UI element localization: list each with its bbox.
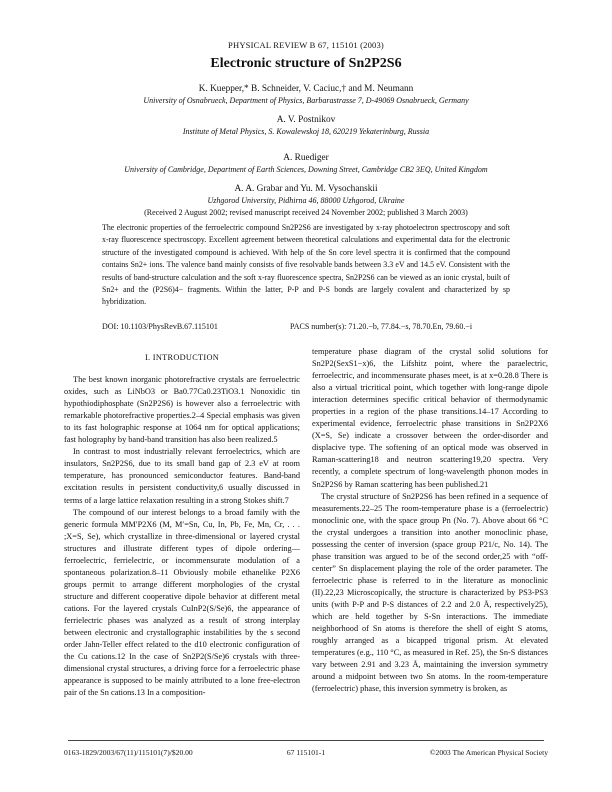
author-line-4: A. A. Grabar and Yu. M. Vysochanskii xyxy=(234,184,378,194)
paragraph: The crystal structure of Sn2P2S6 has been refined in a sequence of measurements.22–25 The room-temperature phase is a (ferroelectric) monoclinic one, with the space group Pn (No. 7). Above about 66 °C the crystal undergoes a transition into another monoclinic phase, possessing the center of inversion (space group P21/c, No. 14). The phase transition was argued to be of the second order,25 with “off-center” Sn displacement playing the role of the order parameter. The ferroelectric phase is referred to in the literature as monoclinic (II).22,23 Microscopically, the structure is characterized by PS3-PS3 units (with P-P and P-S distances of 2.2 and 2.0 Å, respectively25), which are held together by S-Sn interactions. The immediate neighborhood of Sn atoms is therefore the shell of eight S atoms, roughly arranged as a bicapped trigonal prism. At elevated temperatures (e.g., 110 °C, as measured in Ref. 25), the Sn-S distances vary between 2.91 and 3.23 Å, maintaining the inversion symmetry around a midpoint between two Sn atoms. In the room-temperature (ferroelectric) phase, this inversion symmetry is broken, as xyxy=(312,491,548,694)
right-column xyxy=(312,346,548,695)
footer-rule xyxy=(68,740,544,741)
affiliation-1: University of Osnabrueck, Department of Physics, Barbarastrasse 7, D-49069 Osnabrueck, Germany xyxy=(143,96,469,105)
affiliation-2: Institute of Metal Physics, S. Kowalewskoj 18, 620219 Yekaterinburg, Russia xyxy=(182,127,430,136)
paragraph: temperature phase diagram of the crystal solid solutions for Sn2P2(SexS1−x)6, the Lifshitz point, where the paraelectric, ferroelectric, and incommensurate phases meet, is at x=0.28.8 There is also a virtual tricritical point, which together with long-range dipole interaction determines specific critical behavior of thermodynamic properties in a region of the phase transitions.14–17 According to experimental evidence, ferroelectric phase transitions in Sn2P2X6 (X=S, Se) indicate a crossover between the order-disorder and displacive type. The softening of an optical mode was observed in Raman-scattering18 and neutron scattering19,20 spectra. Very recently, a complete spectrum of long-wavelength phonon modes in Sn2P2S6 by Raman scattering has been published.21 xyxy=(312,347,548,489)
affiliation-4: Uzhgorod University, Pidhirna 46, 88000 Uzhgorod, Ukraine xyxy=(207,196,405,205)
received-dates: (Received 2 August 2002; revised manuscript received 24 November 2002; published 3 March 2003) xyxy=(144,208,468,217)
paragraph: In contrast to most industrially relevant ferroelectrics, which are insulators, Sn2P2S6, due to its small band gap of 2.3 eV at room temperature, has pronounced semiconductor features. Band-band excitation results in persistent conductivity,6 usually discussed in terms of a large lattice relaxation resulting in a strong Stokes shift.7 xyxy=(64,447,300,505)
doi-link[interactable]: DOI: 10.1103/PhysRevB.67.115101 xyxy=(102,322,218,331)
footer-issn: 0163-1829/2003/67(11)/115101(7)/$20.00 xyxy=(64,748,193,757)
affiliation-3: University of Cambridge, Department of Earth Sciences, Downing Street, Cambridge CB2 3EQ, United Kingdom xyxy=(124,165,488,174)
left-column xyxy=(64,346,300,699)
pacs-numbers: PACS number(s): 71.20.−b, 77.84.−s, 78.70.En, 79.60.−i xyxy=(290,322,473,331)
abstract: The electronic properties of the ferroelectric compound Sn2P2S6 are investigated by x-ray photoelectron spectroscopy and soft x-ray fluorescence spectroscopy. Excellent agreement between theoretical calculations and experimental data for the electronic structure of the investigated compound is achieved. With help of the Sn core level spectra it is confirmed that the compound contains Sn2+ ions. The valence band mainly consists of five resolvable bands between 3.3 eV and 14.5 eV. Consistent with the results of band-structure calculation and the soft x-ray fluorescence spectra, Sn2P2S6 can be viewed as an ionic crystal, built of Sn2+ and the (P2S6)4− fragments. Within the latter, P-P and P-S bonds are largely covalent and characterized by sp hybridization. xyxy=(102,223,510,307)
paragraph: The compound of our interest belongs to a broad family with the generic formula MM′P2X6 (M, M′=Sn, Cu, In, Pb, Fe, Mn, Cr, . . . ;X=S, Se), which crystallize in three-dimensional or layered crystal structures and illustrate different types of dipole ordering—ferroelectric, ferrielectric, or incommensurate modulation of a spontaneous polarization.8–11 Obviously mobile ethanelike P2X6 groups permit to arrange different morphologies of the crystal structure and different cooperative dipole behavior at different metal cations. For the layered crystals CuInP2(S/Se)6, the appearance of ferrielectric phases was analyzed as a result of strong interplay between electronic and crystallographic instabilities by the s second order Jahn-Teller effect related to the d10 electronic configuration of the Cu cations.12 In the case of Sn2P2(S/Se)6 crystals with three-dimensional crystal structures, a driving force for a ferroelectric phase appearance is supposed to be mainly attributed to a lone free-electron pair of the Sn cations.13 In a composition- xyxy=(64,507,300,698)
paragraph: The best known inorganic photorefractive crystals are ferroelectric oxides, such as LiNbO3 or Ba0.77Ca0.23TiO3.1 Nonoxidic tin hypothiodiphosphate (Sn2P2S6) is however also a ferroelectric with remarkable photorefractive properties.2–4 Special emphasis was given to its fast holographic response at 1064 nm for optical applications; fast holography by band-band transition has also been realized.5 xyxy=(64,375,300,445)
author-line-3: A. Ruediger xyxy=(283,153,329,163)
author-line-1: K. Kuepper,* B. Schneider, V. Caciuc,† and M. Neumann xyxy=(198,84,414,94)
section-heading: I. INTRODUCTION xyxy=(144,353,220,362)
author-line-2: A. V. Postnikov xyxy=(276,115,336,125)
paper-title: Electronic structure of Sn2P2S6 xyxy=(210,56,402,71)
footer-copyright: ©2003 The American Physical Society xyxy=(429,748,548,757)
footer-page-number: 67 115101-1 xyxy=(286,748,326,757)
journal-header: PHYSICAL REVIEW B 67, 115101 (2003) xyxy=(228,40,384,50)
